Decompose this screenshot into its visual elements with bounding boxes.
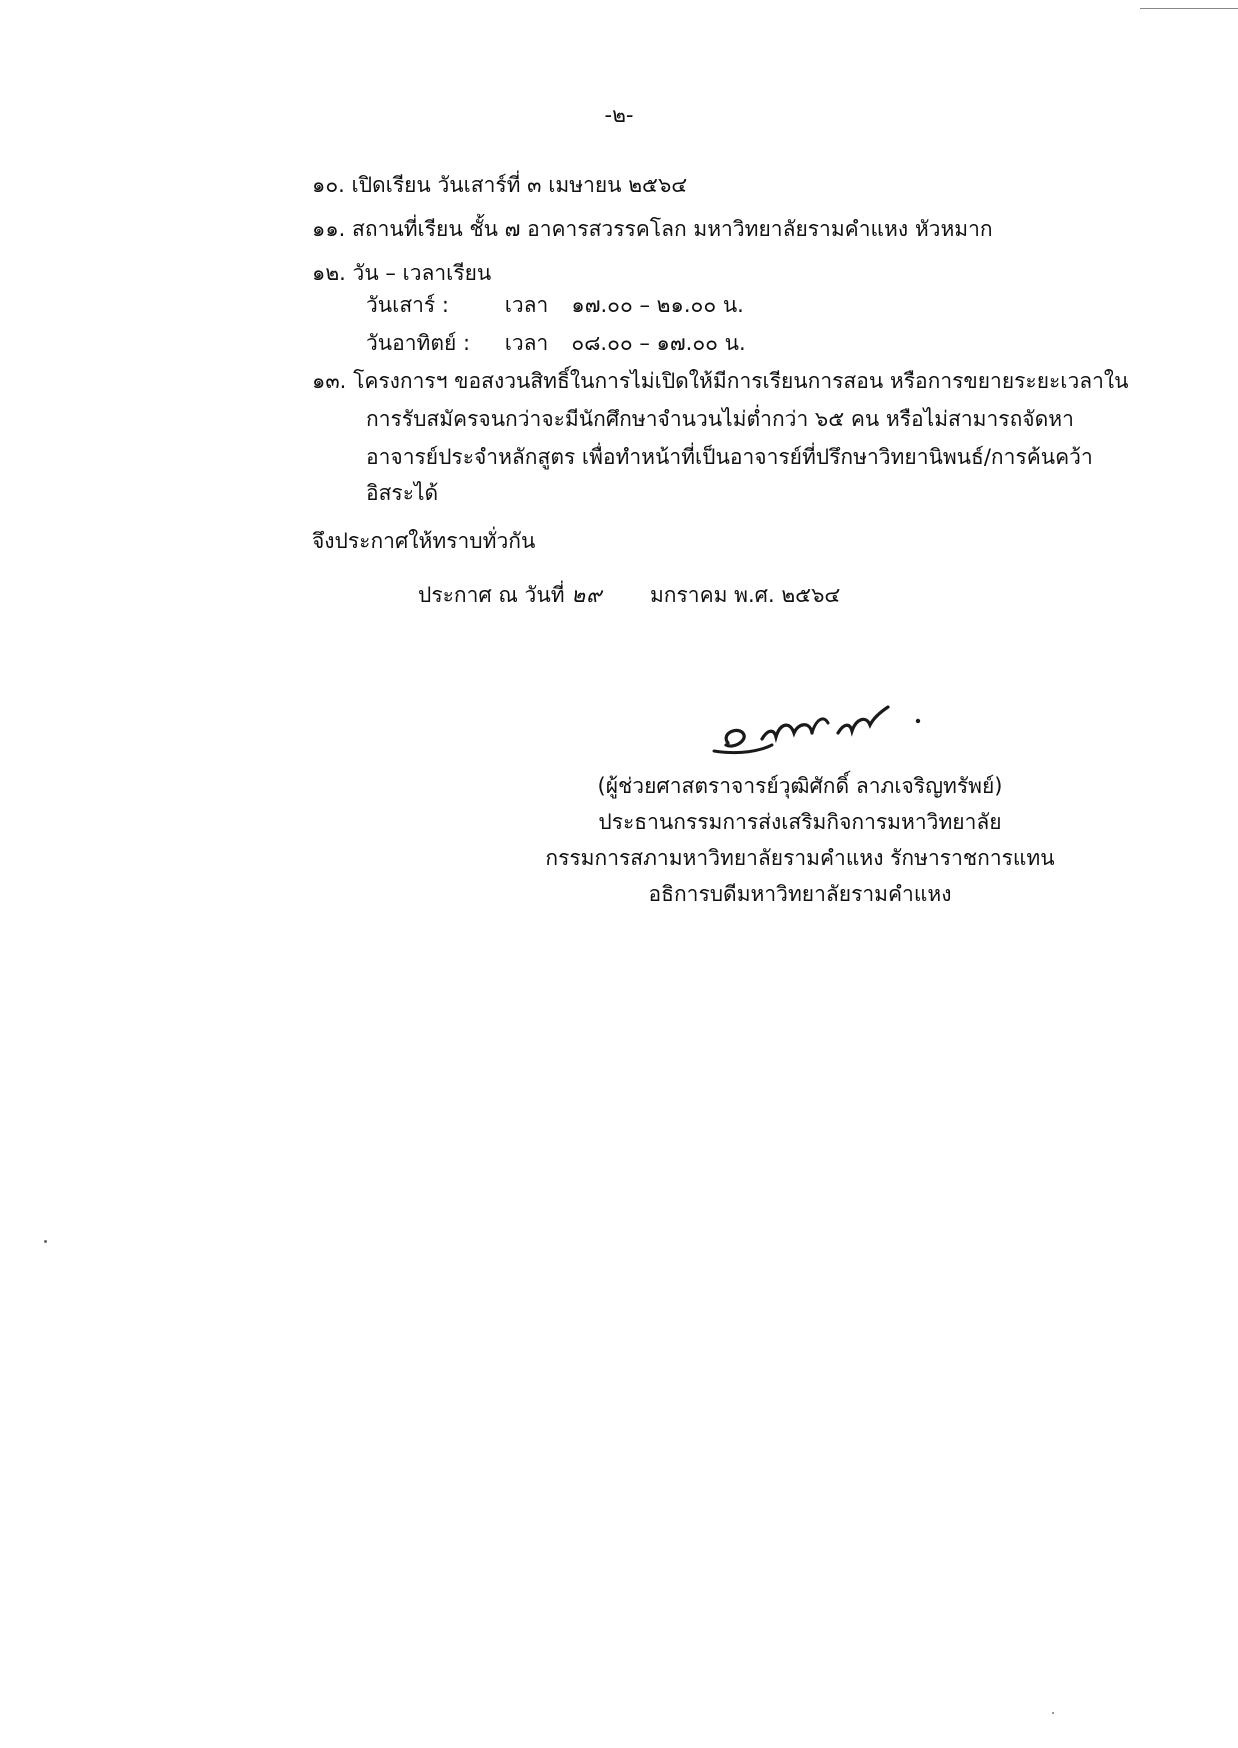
item-text: วัน – เวลาเรียน (352, 261, 492, 285)
item-number: ๑๐. (312, 173, 345, 197)
schedule-time: ๐๘.๐๐ – ๑๗.๐๐ น. (571, 331, 746, 355)
item-11 (312, 214, 993, 244)
item-text: สถานที่เรียน ชั้น ๗ อาคารสวรรคโลก มหาวิทยาลัยรามคำแหง หัวหมาก (352, 217, 993, 241)
item-text-line: โครงการฯ ขอสงวนสิทธิ์ในการไม่เปิดให้มีการเรียนการสอน หรือการขยายระยะเวลาใน (353, 369, 1129, 393)
item-10 (312, 170, 687, 200)
schedule-day: วันเสาร์ : (366, 293, 449, 317)
signatory-position-2: กรรมการสภามหาวิทยาลัยรามคำแหง รักษาราชการแทน (545, 846, 1055, 870)
schedule-label: เวลา (504, 331, 549, 355)
item-13-line-4: อิสระได้ (366, 481, 439, 505)
scan-speck (1052, 1712, 1054, 1714)
schedule-row-sunday (366, 328, 746, 358)
schedule-day: วันอาทิตย์ : (366, 331, 471, 355)
scan-speck (44, 1240, 47, 1243)
schedule-label: เวลา (504, 293, 549, 317)
signatory-position-3: อธิการบดีมหาวิทยาลัยรามคำแหง (648, 882, 952, 906)
signatory-block (520, 768, 1080, 912)
item-text: เปิดเรียน วันเสาร์ที่ ๓ เมษายน ๒๕๖๔ (351, 173, 688, 197)
signatory-name: (ผู้ช่วยศาสตราจารย์วุฒิศักดิ์ ลาภเจริญทรัพย์) (597, 774, 1003, 798)
closing-statement: จึงประกาศให้ทราบทั่วกัน (312, 529, 536, 553)
signatory-position-1: ประธานกรรมการส่งเสริมกิจการมหาวิทยาลัย (598, 810, 1002, 834)
item-13-line-2: การรับสมัครจนกว่าจะมีนักศึกษาจำนวนไม่ต่ำกว่า ๖๕ คน หรือไม่สามารถจัดหา (366, 407, 1074, 431)
scan-edge-line (1140, 8, 1238, 9)
handwritten-day: ๒๙ (571, 583, 603, 607)
item-number: ๑๓. (312, 369, 347, 393)
page-number: -๒- (604, 103, 634, 127)
item-number: ๑๒. (312, 261, 346, 285)
announce-date-suffix: มกราคม พ.ศ. ๒๕๖๔ (649, 583, 841, 607)
item-12 (312, 258, 491, 288)
announce-date (418, 580, 840, 610)
item-13 (312, 366, 1129, 396)
item-number: ๑๑. (312, 217, 346, 241)
schedule-row-saturday (366, 290, 744, 320)
schedule-time: ๑๗.๐๐ – ๒๑.๐๐ น. (571, 293, 744, 317)
signature-image (700, 693, 930, 763)
item-13-line-3: อาจารย์ประจำหลักสูตร เพื่อทำหน้าที่เป็นอาจารย์ที่ปรึกษาวิทยานิพนธ์/การค้นคว้า (366, 445, 1093, 469)
announce-date-prefix: ประกาศ ณ วันที่ (418, 583, 565, 607)
